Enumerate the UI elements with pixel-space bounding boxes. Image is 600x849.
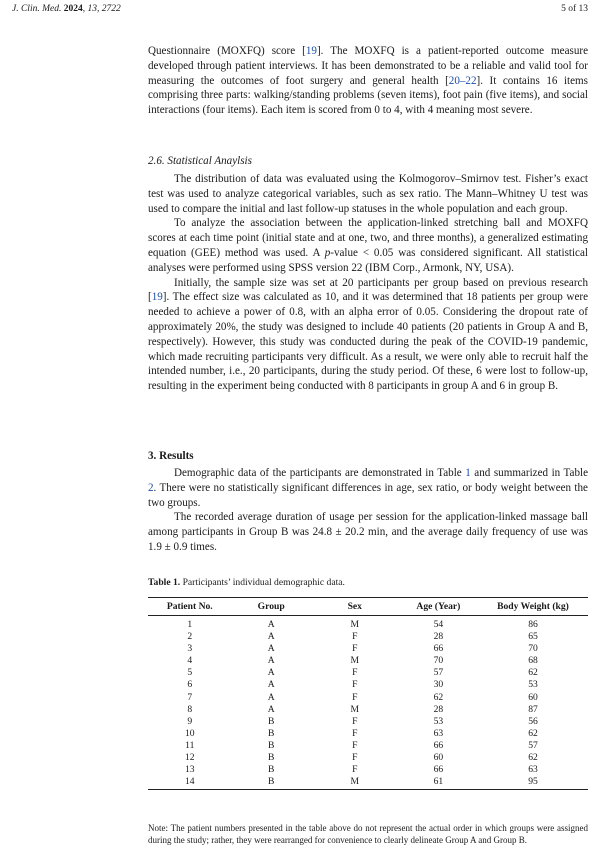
table-cell: 66	[433, 764, 444, 776]
table-cell: 6	[187, 679, 193, 691]
table-cell: 62	[528, 667, 538, 679]
results-paragraph-2: The recorded average duration of usage per session for the application-linked massage ball among participants in Group B was 24.8 ± 20.2 min, and the average daily frequency of use was 1.9 ± 0.9 times.	[148, 511, 588, 553]
table-cell: 57	[528, 739, 538, 751]
statistics-section	[148, 155, 588, 394]
table-cell: A	[267, 691, 275, 703]
table-cell: 56	[528, 715, 538, 727]
table-cell: 13	[185, 764, 195, 776]
table-cell: 65	[528, 631, 538, 643]
stats-paragraph-3: Initially, the sample size was set at 20 participants per group based on previous research [19]. The effect size was calculated as 10, and it was determined that 18 patients per group were needed to achieve a power of 0.8, with an alpha error of 0.05. Considering the dropout rate of approximately 20%, the study was designed to include 40 patients (20 patients in Group A and B, respectively). However, this study was conducted during the peak of the COVID-19 pandemic, which made recruiting participants very difficult. As a result, we were only able to recruit half the intended number, i.e., 20 participants, during the study period. Of these, 6 were lost to follow-up, resulting in the experiment being conducted with 8 participants in group A and 6 in group B.	[148, 276, 588, 393]
section-heading-statistics: 2.6. Statistical Anaylsis	[148, 155, 252, 167]
table-cell: A	[267, 643, 275, 655]
table-cell: 60	[528, 691, 538, 703]
column-header: Patient No.	[148, 598, 232, 616]
table-cell: 28	[433, 703, 444, 715]
table-cell: M	[350, 655, 360, 667]
table-cell: F	[352, 691, 358, 703]
table-cell: 53	[433, 715, 444, 727]
table-cell: 62	[433, 691, 444, 703]
table-cell: 86	[528, 619, 538, 630]
table-row	[148, 728, 588, 740]
journal-name: J. Clin. Med.	[12, 4, 62, 14]
table-cell: 12	[185, 752, 195, 764]
page-number: 5 of 13	[561, 4, 588, 14]
table-cell: 63	[433, 727, 444, 739]
journal-year: 2024	[63, 4, 83, 14]
table-cell: 5	[187, 667, 193, 679]
table-cell: M	[350, 703, 360, 715]
section-heading-results: 3. Results	[148, 450, 194, 462]
table-cell: A	[267, 631, 275, 643]
table-row	[148, 631, 588, 643]
table-cell: 14	[148, 776, 232, 790]
table-cell: 9	[187, 715, 193, 727]
table-cell: 30	[433, 679, 444, 691]
article-number: 2722	[101, 4, 121, 14]
table-row	[148, 776, 588, 790]
reference-link[interactable]: 20–22	[448, 74, 477, 87]
table-cell: A	[267, 679, 275, 691]
table-cell: M	[350, 619, 360, 630]
journal-volume: 13	[87, 4, 97, 14]
table-cell: 66	[433, 739, 444, 751]
table-cell: F	[352, 727, 358, 739]
table-cell: B	[267, 727, 275, 739]
table-cell: 3	[187, 643, 193, 655]
reference-link[interactable]: 19	[151, 291, 163, 304]
table-row	[148, 616, 588, 632]
table-cell: 57	[433, 667, 444, 679]
running-header-citation: J. Clin. Med. 2024, 13, 2722	[12, 4, 121, 14]
table-cell: F	[352, 752, 358, 764]
table-cell: 53	[528, 679, 538, 691]
table-cell: F	[352, 643, 358, 655]
table-cell: 62	[528, 752, 538, 764]
table-row	[148, 655, 588, 667]
table-cell: A	[267, 703, 275, 715]
column-header: Group	[232, 598, 311, 616]
table-cell: 95	[478, 776, 588, 790]
table-row	[148, 679, 588, 691]
table-cell: F	[352, 764, 358, 776]
table-cell: 7	[187, 691, 193, 703]
intro-paragraph-block	[148, 44, 588, 118]
table-link[interactable]: 1	[465, 467, 471, 479]
table-cell: 4	[187, 655, 193, 667]
table-cell: 10	[185, 727, 195, 739]
table-cell: F	[352, 631, 358, 643]
column-header: Body Weight (kg)	[478, 598, 588, 616]
table-cell: B	[267, 739, 275, 751]
table-row	[148, 704, 588, 716]
table-cell: A	[267, 667, 275, 679]
table-row	[148, 692, 588, 704]
results-paragraph-1: Demographic data of the participants are demonstrated in Table 1 and summarized in Table 2. There were no statistically significant differences in age, sex ratio, or body weight between the two groups.	[148, 467, 588, 509]
table-note: Note: The patient numbers presented in the table above do not represent the actual order in which groups were assigned during the study; rather, they were rearranged for convenience to clearly delineate Group A and Group B.	[148, 823, 588, 845]
table-header-row	[148, 598, 588, 616]
table-cell: F	[352, 679, 358, 691]
stats-paragraph-2: To analyze the association between the application-linked stretching ball and MOXFQ scores at each time point (initial state and at one, two, and three months), a generalized estimating equation (GEE) method was used. A p-value < 0.05 was considered significant. All statistical analyses were performed using SPSS version 22 (IBM Corp., Armonk, NY, USA).	[148, 217, 588, 274]
table-cell: 60	[433, 752, 444, 764]
column-header: Age (Year)	[399, 598, 478, 616]
table-cell: B	[267, 752, 275, 764]
results-section	[148, 450, 588, 555]
table-cell: 8	[187, 703, 193, 715]
intro-paragraph: Questionnaire (MOXFQ) score [19]. The MOXFQ is a patient-reported outcome measure developed through patient interviews. It has been demonstrated to be a reliable and valid tool for measuring the outcomes of foot surgery and general health [20–22]. It contains 16 items comprising three parts: walking/standing problems (seven items), foot pain (five items), and social interactions (four items). Each item is scored from 0 to 4, with 4 meaning most severe.	[148, 45, 589, 117]
table-cell: 28	[433, 631, 444, 643]
table-cell: 54	[433, 619, 444, 630]
table-cell: 68	[528, 655, 538, 667]
table-caption: Table 1. Participants’ individual demographic data.	[148, 577, 345, 588]
table-cell: 62	[528, 727, 538, 739]
table-row	[148, 764, 588, 776]
table-row	[148, 667, 588, 679]
table-cell: 1	[187, 619, 193, 630]
table-cell: 63	[528, 764, 538, 776]
table-row	[148, 752, 588, 764]
table-cell: M	[311, 776, 399, 790]
table-cell: A	[267, 619, 275, 630]
column-header: Sex	[311, 598, 399, 616]
table-row	[148, 740, 588, 752]
reference-link[interactable]: 19	[305, 45, 317, 57]
table-cell: 70	[528, 643, 538, 655]
table-cell: 61	[399, 776, 478, 790]
table-cell: 66	[433, 643, 444, 655]
table-cell: F	[352, 667, 358, 679]
table-cell: A	[267, 655, 275, 667]
table-link[interactable]: 2	[148, 481, 154, 494]
table-cell: 87	[528, 703, 538, 715]
stats-paragraph-1: The distribution of data was evaluated using the Kolmogorov–Smirnov test. Fisher’s exact test was used to analyze categorical variables, such as sex ratio. The Mann–Whitney U test was used to compare the initial and last follow-up statuses in the whole population and each group.	[148, 173, 588, 215]
table-cell: F	[352, 739, 358, 751]
table-cell: 2	[187, 631, 193, 643]
demographic-table	[148, 597, 588, 790]
table-cell: 11	[185, 739, 195, 751]
table-cell: F	[352, 715, 358, 727]
table-cell: B	[267, 764, 275, 776]
table-cell: 70	[433, 655, 444, 667]
table-cell: B	[267, 715, 275, 727]
table-row	[148, 643, 588, 655]
table-row	[148, 716, 588, 728]
table-cell: B	[232, 776, 311, 790]
